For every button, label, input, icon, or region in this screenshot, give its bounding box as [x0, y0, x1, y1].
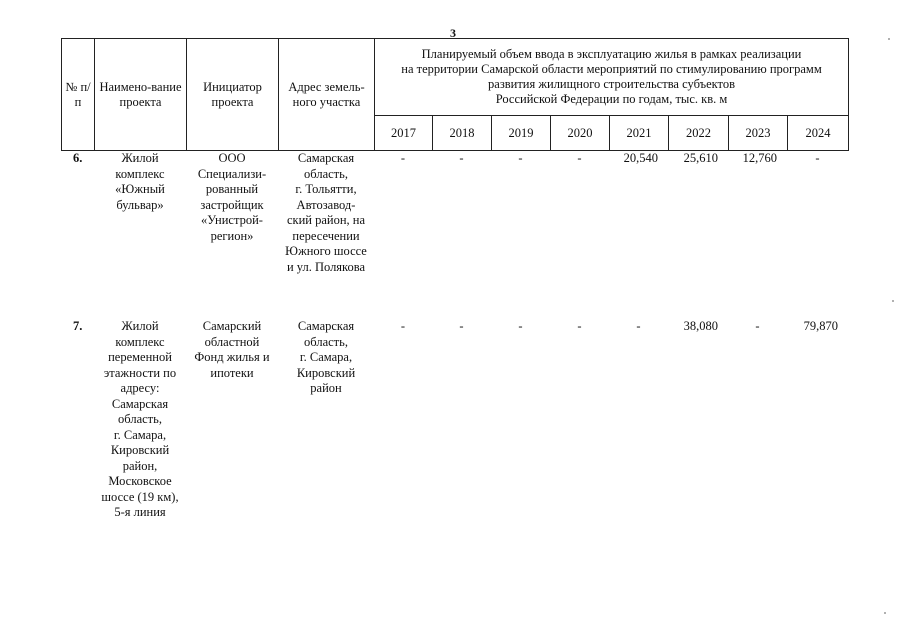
- text-line: ООО: [218, 151, 246, 165]
- text-line: регион»: [210, 228, 254, 243]
- scan-speck: [884, 612, 886, 614]
- text-line: Специализи-: [197, 166, 267, 181]
- header-year: 2022: [669, 116, 729, 151]
- header-plan: [375, 39, 849, 116]
- text-line: Самарская: [111, 396, 169, 411]
- text-line: 5-я линия: [114, 505, 166, 519]
- header-plan-line: Планируемый объем ввода в эксплуатацию жилья в рамках реализации: [421, 47, 802, 61]
- project-name: [94, 151, 186, 319]
- year-value: -: [518, 151, 523, 165]
- text-line: комплекс: [115, 166, 165, 181]
- year-value: -: [636, 319, 641, 333]
- header-plan-line: Российской Федерации по годам, тыс. кв. м: [495, 92, 728, 106]
- header-year: 2024: [788, 116, 849, 151]
- text-line: район,: [122, 458, 158, 473]
- scan-speck: [892, 300, 894, 302]
- year-value: -: [815, 151, 820, 165]
- text-line: Московское: [108, 474, 172, 488]
- table-row: [61, 151, 848, 319]
- year-value: 12,760: [742, 151, 777, 165]
- text-line: г. Тольятти,: [295, 182, 357, 196]
- text-line: пересечении: [292, 228, 360, 243]
- row-number: 7.: [73, 319, 83, 333]
- text-line: Жилой: [121, 151, 159, 165]
- header-name: Наимено-вание проекта: [95, 39, 187, 151]
- text-line: бульвар»: [116, 197, 164, 212]
- text-line: рованный: [205, 182, 259, 196]
- year-value: -: [577, 151, 582, 165]
- year-value: -: [577, 319, 582, 333]
- table-row: [61, 319, 848, 521]
- project-initiator: [186, 319, 278, 521]
- header-year: 2019: [492, 116, 551, 151]
- text-line: адресу:: [120, 381, 160, 395]
- year-value: 38,080: [683, 319, 718, 333]
- text-line: этажности по: [103, 365, 177, 380]
- row-number: 6.: [73, 151, 83, 165]
- year-value: 79,870: [803, 319, 838, 333]
- header-initiator: Инициатор проекта: [187, 39, 279, 151]
- text-line: областной: [204, 334, 260, 349]
- header-plan-line: на территории Самарской области мероприятий по стимулированию программ: [401, 62, 822, 76]
- year-value: -: [518, 319, 523, 333]
- header-num: № п/п: [62, 39, 95, 151]
- text-line: Фонд жилья и: [194, 350, 270, 364]
- year-value: -: [755, 319, 760, 333]
- page-number: 3: [450, 26, 456, 40]
- text-line: и ул. Полякова: [286, 259, 366, 274]
- project-address: [278, 151, 374, 319]
- text-line: район: [310, 381, 342, 395]
- year-value: 25,610: [683, 151, 718, 165]
- text-line: Автозавод-: [296, 197, 356, 212]
- year-value: -: [400, 319, 406, 333]
- text-line: Самарская: [297, 151, 355, 165]
- text-line: Южного шоссе: [285, 244, 367, 258]
- text-line: «Унистрой-: [201, 213, 263, 227]
- text-line: застройщик: [200, 197, 264, 212]
- text-line: область,: [304, 334, 348, 349]
- text-line: г. Самара,: [299, 350, 353, 364]
- project-name: [94, 319, 186, 521]
- text-line: комплекс: [115, 334, 165, 349]
- project-initiator: [186, 151, 278, 319]
- project-address: [278, 319, 374, 521]
- text-line: г. Самара,: [113, 427, 167, 442]
- year-value: -: [459, 319, 464, 333]
- table-header: [61, 38, 849, 151]
- text-line: Кировский: [110, 443, 170, 457]
- text-line: Самарская: [297, 319, 355, 333]
- text-line: область,: [118, 412, 162, 426]
- text-line: область,: [304, 166, 348, 181]
- header-plan-line: развития жилищного строительства субъектов: [488, 77, 735, 91]
- header-year: 2023: [729, 116, 788, 151]
- text-line: Жилой: [121, 319, 159, 333]
- text-line: ипотеки: [210, 365, 254, 380]
- text-line: ский район, на: [286, 213, 366, 227]
- scan-speck: [888, 38, 890, 40]
- header-year: 2018: [433, 116, 492, 151]
- header-year: 2021: [610, 116, 669, 151]
- year-value: -: [400, 151, 406, 165]
- text-line: Самарский: [202, 319, 262, 333]
- text-line: Кировский: [296, 365, 356, 380]
- table-body: [61, 151, 848, 521]
- year-value: 20,540: [623, 151, 658, 165]
- header-address: Адрес земель-ного участка: [279, 39, 375, 151]
- text-line: шоссе (19 км),: [101, 489, 179, 504]
- text-line: переменной: [108, 350, 172, 364]
- header-year: 2020: [551, 116, 610, 151]
- year-value: -: [459, 151, 464, 165]
- header-year: 2017: [375, 116, 433, 151]
- text-line: «Южный: [115, 182, 165, 196]
